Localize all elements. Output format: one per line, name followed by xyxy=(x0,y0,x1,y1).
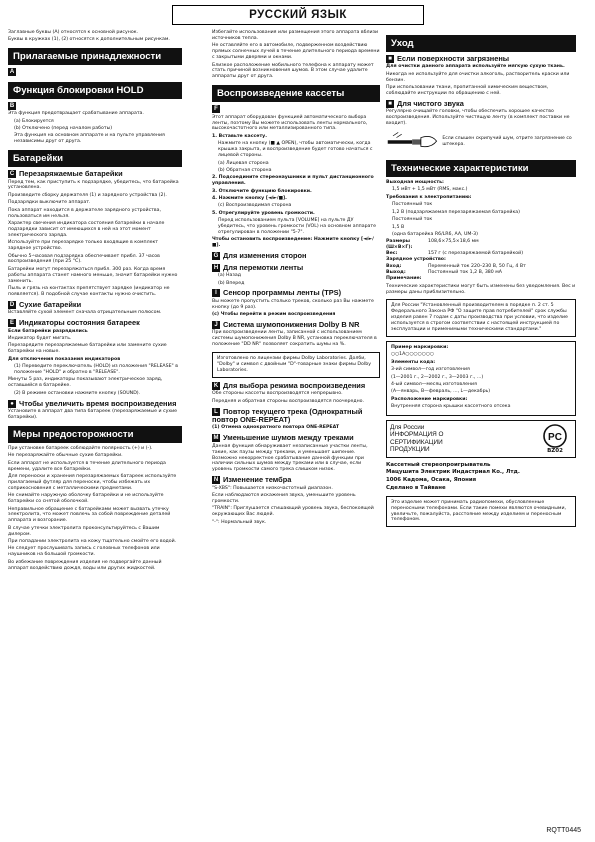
rechargeable-text: Произведите сборку держателя (1) и зарядного устройства (2). xyxy=(8,192,167,198)
extend-playback-heading: ● Чтобы увеличить время воспроизведения xyxy=(8,400,182,408)
care-sound-text: Регулярно очищайте головки, чтобы обеспечить хорошее качество воспроизведения. Используйте чистящую ленту (в комплект поставки не входит). xyxy=(386,109,570,127)
play-mode-text: Передняя и обратная стороны воспроизводятся поочередно. xyxy=(212,398,365,404)
hold-item: (a) Блокируется xyxy=(14,118,54,124)
spec-req-label: Требования к электропитанию: xyxy=(386,194,472,200)
certification-logo-icon xyxy=(538,423,572,449)
spec-req-line: 1,5 В xyxy=(392,224,405,230)
cert-code: BZ02 xyxy=(547,447,563,454)
tps-text: Вы можете пропустить столько треков, сколько раз Вы нажмете кнопку (до 9 раз). xyxy=(212,298,374,310)
safety-text: При попадании электролита на кожу тщательно смойте его водой. xyxy=(8,539,177,545)
accessories-heading: Прилагаемые принадлежности xyxy=(8,48,182,65)
rewind-heading: H Для перемотки ленты xyxy=(213,262,304,272)
playback-step: (b) Обратная сторона xyxy=(218,167,272,173)
care-surfaces-heading: ■ Если поверхности загрязнены xyxy=(386,55,576,63)
hold-item: Эта функция на основном аппарате и на пульте управления независимы друг от друга. xyxy=(14,133,165,145)
tps-heading: I Сенсор программы ленты (TPS) xyxy=(212,289,380,297)
accessories-mark: A xyxy=(9,69,15,76)
marking-element: 3-ий символ—год изготовления xyxy=(391,367,470,373)
certification-text xyxy=(390,424,538,454)
indicator-text: Перезарядите перезаряжаемые батарейки или замените сухие батарейки на новые. xyxy=(8,343,167,355)
noise-text: Данная функция обнаруживает незаписанные участки ленты, такие, как паузы между треками, и уменьшает шипение. Возможно некорректное срабатывание данной функции при наличии сильных шумов между треками или в случае, если уровень громкости самого трека слишком низок. xyxy=(212,443,368,473)
dolby-heading: J Система шумопонижения Dolby B NR xyxy=(212,321,380,329)
noise-heading: M Уменьшение шумов между треками xyxy=(213,433,354,443)
spec-weight-row: Вес: 157 г (с перезаряжаемой батарейкой) xyxy=(386,251,524,257)
spec-note-text: Технические характеристики могут быть изменены без уведомления. Вес и размеры даны приблизительно. xyxy=(386,283,576,295)
care-sound-heading: ■ Для чистого звука xyxy=(386,100,576,108)
company-line: Сделано в Тайване xyxy=(386,485,446,492)
safety-text: Не следует прослушивать запись с головных телефонов или наушников на большой громкости. xyxy=(8,546,160,558)
spec-req-line: (одна батарейка R6/LR6, AA, UM-3) xyxy=(392,231,478,237)
care-surfaces-text: Никогда не используйте для очистки алкоголь, растворитель краски или бензин. xyxy=(386,71,570,83)
one-repeat-text: (1) Отмена однократного повтора ONE-REPEAT xyxy=(212,425,340,431)
rechargeable-text: Подзарядки выключите аппарат. xyxy=(8,200,91,206)
russia-service-life-box: Для России "Установленный производителем в порядке п. 2 ст. 5 Федерального Закона РФ "О защите прав потребителей" срок службы изделия равен 7 годам с даты производства при условии, что изделие используется в строгом соответствии с настоящей инструкцией по эксплуатации и применимыми техническими стандартами." xyxy=(386,299,576,337)
plug-cleaning-icon xyxy=(386,129,438,155)
playback-mark: F xyxy=(212,105,380,113)
tone-heading: N Изменение тембра xyxy=(213,475,292,485)
marking-element: 4-ый символ—месяц изготовления xyxy=(391,382,477,388)
indicator-text: (2) В режиме остановки нажмите кнопку (SOUND). xyxy=(14,390,141,396)
indicator-text: Для отключения показания индикаторов xyxy=(8,356,121,362)
marking-elements-label: Элементы кода: xyxy=(391,359,436,365)
playback-step: 2. Подсоедините стереонаушники и пульт дистанционного управления. xyxy=(212,175,374,187)
playback-step: (c) Воспроизводимая сторона xyxy=(218,203,292,209)
rechargeable-text: Батарейки могут перезаряжаться прибл. 300 раз. Когда время работы аппарата станет намного меньше, значит батарейки нужно заменить. xyxy=(8,266,178,284)
rechargeable-text: Перед тем, как приступить к подзарядке, убедитесь, что батарейка установлена. xyxy=(8,179,179,191)
indicator-sub: Если батарейки разрядились xyxy=(8,328,88,334)
spec-dim-row: Размеры (Ш×В×Г): 108,6×75,5×18,6 мм xyxy=(386,239,479,251)
company-block xyxy=(386,462,576,492)
spec-req-line: Постоянный ток xyxy=(392,217,433,223)
cert-line: ИНФОРМАЦИЯ О xyxy=(390,431,444,439)
rechargeable-text: Характер свечения индикатора состояния батарейки в начале подзарядки зависит от имеющихся в ней на этот момент электрического заряда. xyxy=(8,221,165,238)
certification-box xyxy=(386,420,576,458)
language-header xyxy=(172,5,424,25)
svg-text:PC: PC xyxy=(548,431,562,443)
top-text: Близкое расположение мобильного телефона к аппарату может стать причиной возникновения шумов. В этом случае удалите аппараты друг от друга. xyxy=(212,62,374,80)
company-line: Мацушита Электрик Индастриал Ко., Лтд. xyxy=(386,469,520,476)
marking-element: (1—2001 г., 2—2002 г., 3—2003 г., ...) xyxy=(391,374,484,380)
play-mode-text: Обе стороны кассеты воспроизводятся непрерывно. xyxy=(212,391,343,397)
batteries-heading: Батарейки xyxy=(8,150,182,167)
marking-loc-value: Внутренняя сторона крышки кассетного отсека xyxy=(391,404,511,410)
top-text: Избегайте использования или размещения этого аппарата вблизи источников тепла. xyxy=(212,30,379,41)
marking-title: Пример маркировки: xyxy=(391,345,449,350)
safety-text: Неправильное обращение с батарейками может вызвать утечку электролита, что может повлечь за собой повреждение деталей аппарата и возгорание. xyxy=(8,506,171,524)
playback-step: Нажмите на кнопку (■ ▲ OPEN), чтобы автоматически, когда крышка закрыта, и воспроизведение будет готово начаться с лицевой стороны. xyxy=(218,141,373,159)
playback-intro: Этот аппарат оборудован функцией автоматического выбора ленты, поэтому Вы можете использовать ленты нормального, высокочастотного или металлизированного типа. xyxy=(212,114,368,132)
column-1 xyxy=(8,30,182,573)
rechargeable-text: Используйте при перезарядке только входящие в комплект зарядное устройство. xyxy=(8,240,159,252)
safety-text: Не снимайте наружную оболочку батарейки и не используйте батарейки со снятой оболочкой. xyxy=(8,493,164,505)
care-surfaces-text: При использовании ткани, пропитанной химическим веществом, соблюдайте инструкции по обращению с ней. xyxy=(386,85,549,97)
playback-step: 1. Вставьте кассету. xyxy=(212,133,267,139)
rewind-item: (b) Вперед xyxy=(218,280,245,286)
plug-cleaning-figure xyxy=(386,129,576,155)
rechargeable-text: Обычно 5-часовая подзарядка обеспечивает прибл. 37 часов воспроизведения (при 25 °C). xyxy=(8,253,160,265)
plug-cleaning-caption: Если слышен скрипучий шум, отрите загрязнение со штекера. xyxy=(442,136,572,148)
stop-text: Чтобы остановить воспроизведение: Нажмите кнопку [◄/►/■]. xyxy=(212,237,374,249)
spec-req-line: 1,2 В (подзаряжаемая перезаряжаемая батарейка) xyxy=(392,209,520,215)
spec-charger-label: Зарядное устройство: xyxy=(386,257,446,263)
specs-heading: Технические характеристики xyxy=(386,160,576,177)
marking-box xyxy=(386,341,576,416)
extend-playback-text: Установите в аппарат два типа батареек (перезаряжаемые и сухие батарейки). xyxy=(8,409,178,420)
intro-text: Заглавные буквы (A) относятся к основной рисунок. xyxy=(8,30,139,35)
document-code: RQTT0445 xyxy=(546,827,581,834)
play-mode-heading: K Для выбора режима воспроизведения xyxy=(213,380,366,390)
tone-text: "TRAIN": Приглушается стишающий уровень звука, беспокоящей окружающих Вас людей. xyxy=(212,506,374,518)
company-line: 1006 Кадома, Осака, Япония xyxy=(386,477,477,484)
tps-text: (c) Чтобы перейти в режим воспроизведения xyxy=(212,312,336,318)
language-title: РУССКИЙ ЯЗЫК xyxy=(249,9,347,21)
rewind-item: (a) Назад xyxy=(218,273,242,279)
playback-heading: Воспроизведение кассеты xyxy=(212,85,380,102)
playback-step: 5. Отрегулируйте уровень громкости. xyxy=(212,210,315,216)
rechargeable-text: Пыль и грязь на контактах препятствует зарядке (индикатор не появляется). В подобной случае контакты нужно очистить. xyxy=(8,286,170,297)
intro-text-2: Буквы в кружках (1), (2) относятся к дополнительным рисункам. xyxy=(8,37,170,43)
spec-output-row: Выход: Постоянный ток 1,2 В, 380 мА xyxy=(386,270,502,276)
dry-battery-text: Вставляйте сухой элемент сначала отрицательным полюсом. xyxy=(8,310,162,316)
hold-item: (b) Отключено (перед началом работы) xyxy=(14,125,113,131)
care-surfaces-text: Для очистки данного аппарата используйте мягкую сухую ткань. xyxy=(386,64,565,70)
safety-text: В случае утечки электролита проконсультируйтесь с Вашим дилером. xyxy=(8,525,160,537)
spec-input-row: Вход: Переменный ток 220–230 В, 50 Гц, 4 Вт xyxy=(386,264,526,270)
rechargeable-text: Пока аппарат находится в держателе зарядного устройства, пользоваться им нельзя. xyxy=(8,207,162,219)
marking-element: (А—январь, В—февраль, ..., L—декабрь) xyxy=(391,389,491,395)
safety-text: Если аппарат не используется в течение длительного периода времени, удалите все батарейки. xyxy=(8,460,166,472)
indicator-text: Индикатор будет мигать. xyxy=(8,336,72,341)
cert-line: Для России xyxy=(390,423,425,431)
dolby-text: При воспроизведении ленты, записанной с использованием системы шумопонижения Dolby B NR, установка переключателя в положение "DD NR" позволяет сократить шумы на %. xyxy=(212,330,377,348)
change-side-heading: G Для изменения сторон xyxy=(213,251,307,261)
dolby-license-box: Изготовлено по лицензии фирмы Dolby Laboratories. Долби, "Dolby" и символ с двойным "D"-товарные знаки фирмы Dolby Laboratories. xyxy=(212,352,380,378)
care-heading: Уход xyxy=(386,35,576,52)
interference-box: Это изделие может принимать радиопомехи, обусловленные переносными телефонами. Если такие помехи являются очевидными, увеличьте, пожалуйста, расстояние между изделием и переносным телефоном. xyxy=(386,496,576,528)
playback-step: Перед использованием пульта [VOLUME] на пульте ДУ убедитесь, что уровень громкости (VOL) на основном аппарате отрегулирован в положении "5-7". xyxy=(218,218,377,236)
top-text: Не оставляйте его в автомобиле, подверженном воздействию прямых солнечных лучей в течение длительного периода времени с закрытыми дверями и окнами. xyxy=(212,43,380,61)
column-3 xyxy=(386,30,576,531)
tone-text: "-": Нормальный звук. xyxy=(212,519,267,525)
rechargeable-heading: C Перезаряжаемые батарейки xyxy=(9,169,123,179)
indicator-text: Минуты 5 раз, индикаторы показывают электрическое заряд, оставшийся в батарейке. xyxy=(8,377,163,389)
indicator-text: (1) Переведите переключатель (HOLD) из положения "RELEASE" в положение "HOLD" и обратно в "RELEASE". xyxy=(14,364,178,376)
safety-text: Во избежание повреждения изделия не подвергайте данный аппарат воздействию дождя, воды или других жидкостей. xyxy=(8,559,162,571)
tone-text: "S-XBS": Повышается низкочастотный диапазон. xyxy=(212,485,333,491)
one-repeat-heading: L Повтор текущего трека (Однократный повтор ONE-REPEAT) xyxy=(212,406,363,424)
safety-text: Не перезаряжайте обычные сухие батарейки. xyxy=(8,453,123,459)
spec-note-label: Примечание: xyxy=(386,276,422,282)
cert-line: СЕРТИФИКАЦИИ xyxy=(390,438,443,446)
tone-text: Если наблюдаются искажения звука, уменьшите уровень громкости. xyxy=(212,493,356,504)
hold-heading: Функция блокировки HOLD xyxy=(8,82,182,99)
playback-step: 4. Нажмите кнопку [◄/►/■]. xyxy=(212,196,287,202)
safety-text: Для переноски и хранения перезаряжаемых батареек используйте прилагаемый футляр для переноски, чтобы избежать их соприкосновения с металлическими предметами. xyxy=(8,474,177,491)
marking-loc-label: Расположение маркировки: xyxy=(391,396,468,402)
playback-step: 3. Отключите функцию блокировки. xyxy=(212,188,312,194)
hold-text: Эта функция предотвращает срабатывание аппарата. xyxy=(8,111,144,117)
company-line: Кассетный стереопроигрыватель xyxy=(386,461,491,468)
safety-heading: Меры предосторожности xyxy=(8,426,182,443)
column-2 xyxy=(212,30,380,527)
spec-power-value: 1,5 мВт + 1,5 мВт (RMS, макс.) xyxy=(392,187,468,193)
playback-step: (a) Лицевая сторона xyxy=(218,160,269,166)
spec-power-label: Выходная мощность: xyxy=(386,180,444,186)
marking-code: ○○1А○○○○○○○ xyxy=(391,352,435,358)
certification-mark xyxy=(538,423,572,455)
cert-line: ПРОДУКЦИИ xyxy=(390,446,430,454)
hold-mark: B xyxy=(9,102,15,109)
dry-battery-heading: D Сухие батарейки xyxy=(9,299,82,309)
spec-req-line: Постоянный ток xyxy=(392,202,433,208)
indicator-heading: E Индикаторы состояния батареек xyxy=(9,318,140,328)
safety-text: При установке батареек соблюдайте полярность (+) и (-). xyxy=(8,445,153,451)
